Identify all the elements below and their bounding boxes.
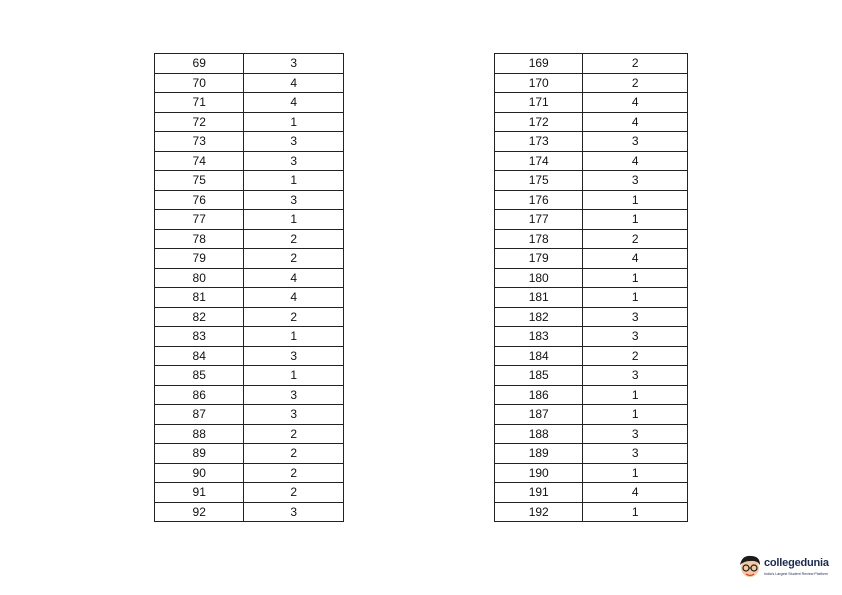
table-row [155, 366, 344, 386]
answer-cell: 4 [583, 249, 688, 269]
table-row [155, 268, 344, 288]
question-number-cell: 74 [155, 151, 244, 171]
table-row [155, 288, 344, 308]
question-number-cell: 73 [155, 132, 244, 152]
question-number-cell: 88 [155, 424, 244, 444]
answer-cell: 3 [583, 307, 688, 327]
table-row [155, 385, 344, 405]
table-row [495, 73, 688, 93]
question-number-cell: 190 [495, 463, 583, 483]
table-row [155, 171, 344, 191]
table-row [495, 112, 688, 132]
question-number-cell: 80 [155, 268, 244, 288]
table-row [155, 502, 344, 522]
question-number-cell: 82 [155, 307, 244, 327]
answer-cell: 1 [244, 327, 344, 347]
question-number-cell: 176 [495, 190, 583, 210]
table-row [155, 249, 344, 269]
answer-cell: 1 [583, 405, 688, 425]
table-row [495, 190, 688, 210]
question-number-cell: 183 [495, 327, 583, 347]
table-row [155, 463, 344, 483]
table-row [155, 210, 344, 230]
brand-name: collegedunia [764, 557, 829, 569]
answer-cell: 4 [244, 288, 344, 308]
answer-cell: 2 [583, 346, 688, 366]
answer-cell: 2 [244, 229, 344, 249]
answer-cell: 2 [583, 73, 688, 93]
answer-cell: 3 [583, 327, 688, 347]
question-number-cell: 92 [155, 502, 244, 522]
table-row [155, 444, 344, 464]
table-row [495, 288, 688, 308]
answer-cell: 4 [244, 73, 344, 93]
question-number-cell: 186 [495, 385, 583, 405]
table-row [495, 268, 688, 288]
answer-cell: 2 [244, 249, 344, 269]
table-row [155, 229, 344, 249]
table-row [495, 210, 688, 230]
question-number-cell: 169 [495, 54, 583, 74]
table-row [155, 346, 344, 366]
table-row [495, 307, 688, 327]
table-row [495, 444, 688, 464]
table-row [495, 132, 688, 152]
table-row [155, 327, 344, 347]
question-number-cell: 69 [155, 54, 244, 74]
answer-cell: 4 [244, 268, 344, 288]
question-number-cell: 191 [495, 483, 583, 503]
table-row [495, 249, 688, 269]
question-number-cell: 172 [495, 112, 583, 132]
collegedunia-logo [737, 553, 837, 583]
table-row [495, 171, 688, 191]
question-number-cell: 175 [495, 171, 583, 191]
table-row [495, 385, 688, 405]
question-number-cell: 79 [155, 249, 244, 269]
table-row [495, 346, 688, 366]
answer-cell: 1 [244, 171, 344, 191]
table-row [495, 327, 688, 347]
question-number-cell: 89 [155, 444, 244, 464]
answer-cell: 1 [583, 288, 688, 308]
answer-cell: 1 [583, 210, 688, 230]
answer-cell: 2 [583, 229, 688, 249]
answer-cell: 1 [244, 366, 344, 386]
table-row [495, 93, 688, 113]
answer-cell: 3 [244, 190, 344, 210]
question-number-cell: 75 [155, 171, 244, 191]
question-number-cell: 70 [155, 73, 244, 93]
answer-cell: 3 [244, 346, 344, 366]
question-number-cell: 76 [155, 190, 244, 210]
table-row [495, 463, 688, 483]
question-number-cell: 189 [495, 444, 583, 464]
question-number-cell: 77 [155, 210, 244, 230]
table-row [495, 483, 688, 503]
answer-cell: 3 [583, 366, 688, 386]
answer-cell: 2 [244, 483, 344, 503]
answer-cell: 1 [583, 463, 688, 483]
question-number-cell: 180 [495, 268, 583, 288]
answer-cell: 2 [244, 444, 344, 464]
answer-key-table-right [494, 53, 688, 522]
question-number-cell: 173 [495, 132, 583, 152]
mascot-icon [737, 553, 763, 581]
question-number-cell: 179 [495, 249, 583, 269]
question-number-cell: 178 [495, 229, 583, 249]
table-row [495, 424, 688, 444]
table-row [155, 112, 344, 132]
question-number-cell: 83 [155, 327, 244, 347]
table-row [155, 73, 344, 93]
answer-cell: 4 [244, 93, 344, 113]
answer-cell: 1 [583, 268, 688, 288]
question-number-cell: 184 [495, 346, 583, 366]
table-row [155, 424, 344, 444]
answer-cell: 3 [244, 502, 344, 522]
answer-cell: 1 [244, 112, 344, 132]
table-row [155, 307, 344, 327]
answer-cell: 2 [244, 463, 344, 483]
answer-cell: 3 [244, 54, 344, 74]
question-number-cell: 171 [495, 93, 583, 113]
answer-cell: 3 [244, 385, 344, 405]
question-number-cell: 81 [155, 288, 244, 308]
question-number-cell: 84 [155, 346, 244, 366]
answer-cell: 4 [583, 112, 688, 132]
question-number-cell: 71 [155, 93, 244, 113]
table-row [155, 190, 344, 210]
table-row [495, 151, 688, 171]
table-row [155, 54, 344, 74]
question-number-cell: 185 [495, 366, 583, 386]
answer-cell: 4 [583, 151, 688, 171]
question-number-cell: 177 [495, 210, 583, 230]
question-number-cell: 182 [495, 307, 583, 327]
question-number-cell: 192 [495, 502, 583, 522]
question-number-cell: 174 [495, 151, 583, 171]
answer-cell: 2 [244, 424, 344, 444]
answer-cell: 2 [583, 54, 688, 74]
answer-cell: 1 [244, 210, 344, 230]
answer-key-table-left [154, 53, 344, 522]
question-number-cell: 91 [155, 483, 244, 503]
answer-cell: 3 [244, 151, 344, 171]
question-number-cell: 78 [155, 229, 244, 249]
question-number-cell: 85 [155, 366, 244, 386]
question-number-cell: 90 [155, 463, 244, 483]
table-row [495, 405, 688, 425]
answer-cell: 3 [244, 132, 344, 152]
answer-cell: 3 [583, 132, 688, 152]
answer-cell: 4 [583, 93, 688, 113]
answer-cell: 3 [583, 444, 688, 464]
question-number-cell: 188 [495, 424, 583, 444]
table-row [155, 483, 344, 503]
table-row [155, 151, 344, 171]
table-row [155, 132, 344, 152]
answer-cell: 3 [583, 171, 688, 191]
table-row [495, 502, 688, 522]
answer-cell: 4 [583, 483, 688, 503]
answer-cell: 1 [583, 502, 688, 522]
answer-cell: 2 [244, 307, 344, 327]
answer-cell: 1 [583, 385, 688, 405]
brand-tagline: India's Largest Student Review Platform [764, 572, 828, 576]
question-number-cell: 72 [155, 112, 244, 132]
question-number-cell: 187 [495, 405, 583, 425]
question-number-cell: 181 [495, 288, 583, 308]
answer-cell: 1 [583, 190, 688, 210]
table-row [495, 54, 688, 74]
table-row [155, 93, 344, 113]
table-row [495, 366, 688, 386]
question-number-cell: 87 [155, 405, 244, 425]
answer-cell: 3 [583, 424, 688, 444]
question-number-cell: 86 [155, 385, 244, 405]
table-row [155, 405, 344, 425]
table-row [495, 229, 688, 249]
question-number-cell: 170 [495, 73, 583, 93]
answer-cell: 3 [244, 405, 344, 425]
